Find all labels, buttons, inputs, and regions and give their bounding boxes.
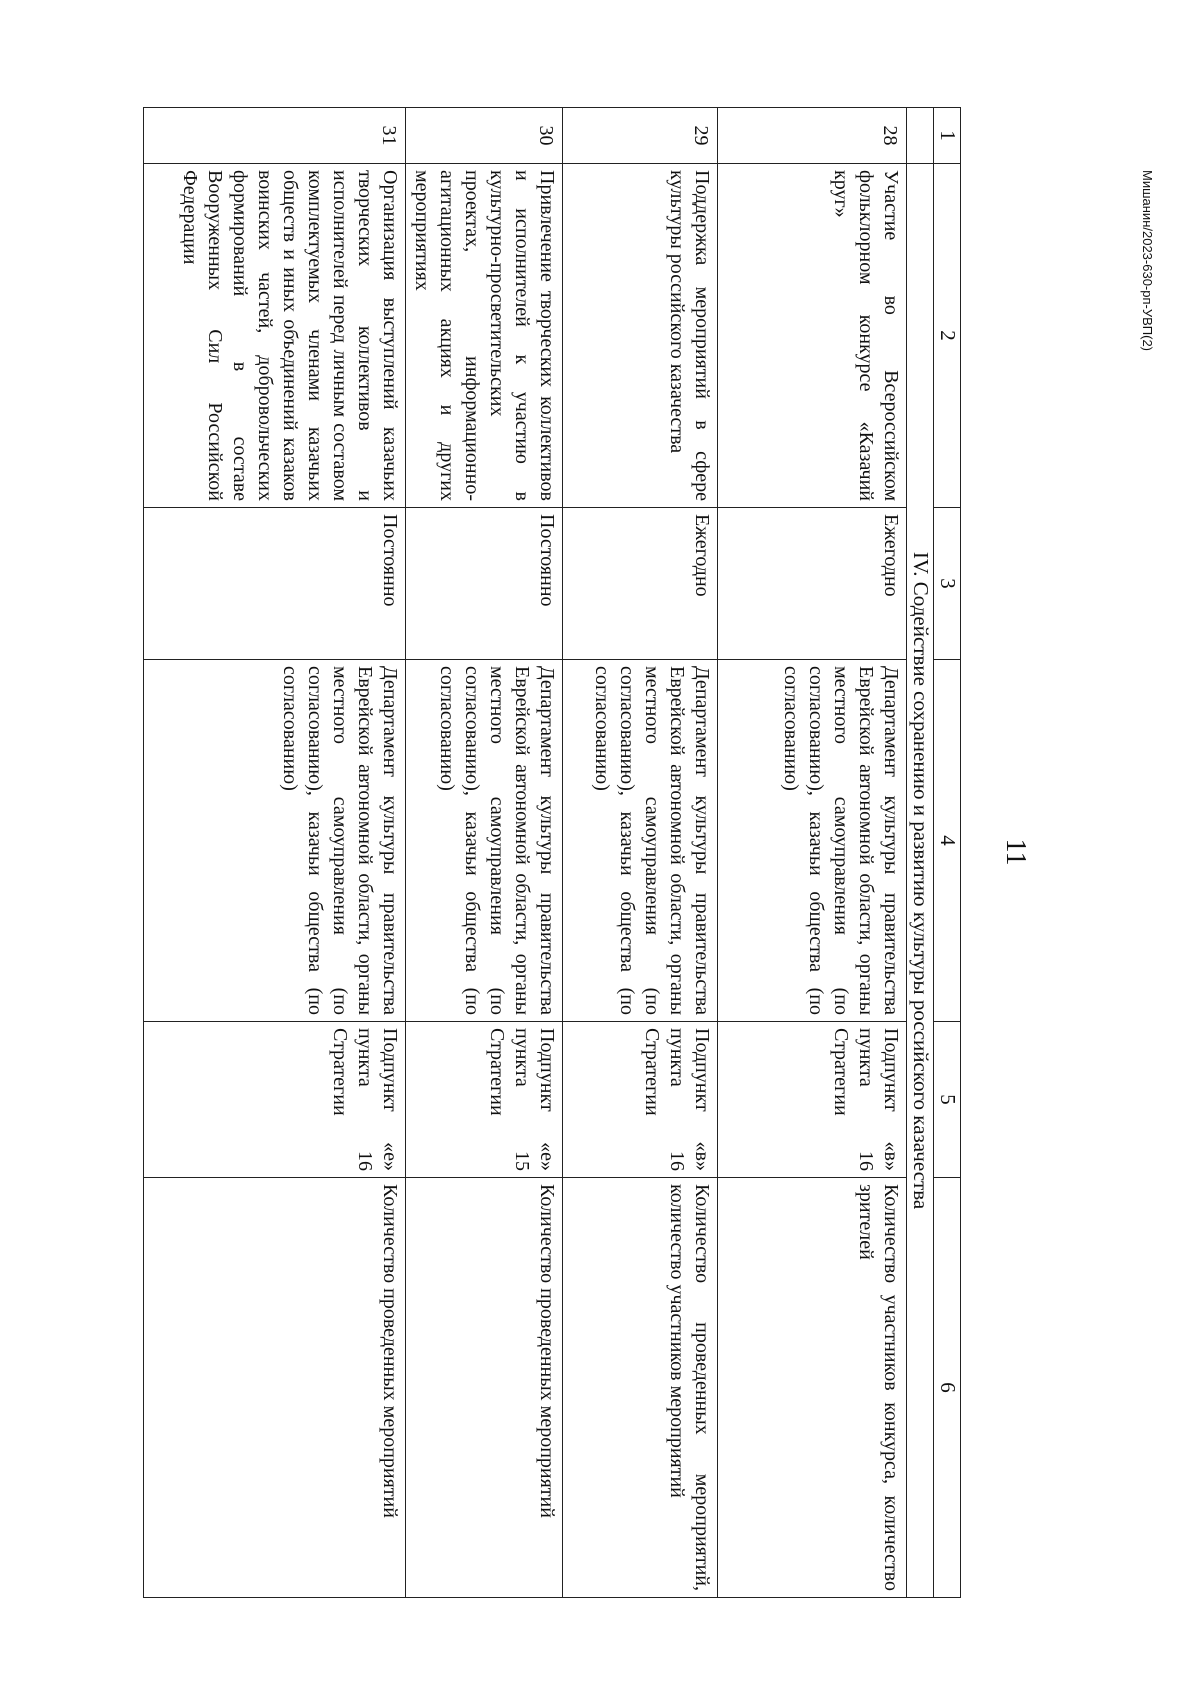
indicator-cell: Количество проведенных мероприятий xyxy=(406,1178,563,1598)
table-row xyxy=(563,108,718,1598)
document-id: Мишанин/2023-630-рп-УВП(2) xyxy=(1140,170,1155,352)
table-row xyxy=(718,108,907,1598)
table-row xyxy=(144,108,406,1598)
column-header: 2 xyxy=(934,164,961,508)
section-spacer xyxy=(907,108,934,164)
row-number: 28 xyxy=(718,108,907,164)
indicator-cell: Количество проведенных мероприятий xyxy=(144,1178,406,1598)
executor-cell: Департамент культуры правительства Еврейской автономной области, органы местного самоуправления (по согласованию), казачьи общества (по согласованию) xyxy=(144,660,406,1022)
section-row xyxy=(907,108,934,1598)
basis-cell: Подпункт «е» пункта 15 Стратегии xyxy=(406,1022,563,1178)
plan-table xyxy=(143,107,961,1598)
column-header: 1 xyxy=(934,108,961,164)
executor-cell: Департамент культуры правительства Еврейской автономной области, органы местного самоуправления (по согласованию), казачьи общества (по согласованию) xyxy=(563,660,718,1022)
table-row xyxy=(406,108,563,1598)
section-title: IV. Содействие сохранению и развитию культуры российского казачества xyxy=(907,164,934,1598)
indicator-cell: Количество проведенных мероприятий, количество участников мероприятий xyxy=(563,1178,718,1598)
row-number: 29 xyxy=(563,108,718,164)
basis-cell: Подпункт «в» пункта 16 Стратегии xyxy=(718,1022,907,1178)
page-number: 11 xyxy=(1000,838,1031,866)
executor-cell: Департамент культуры правительства Еврейской автономной области, органы местного самоуправления (по согласованию), казачьи общества (по согласованию) xyxy=(718,660,907,1022)
period-cell: Постоянно xyxy=(144,508,406,660)
column-header: 5 xyxy=(934,1022,961,1178)
column-header: 3 xyxy=(934,508,961,660)
period-cell: Ежегодно xyxy=(718,508,907,660)
period-cell: Постоянно xyxy=(406,508,563,660)
activity-cell: Участие во Всероссийском фольклорном конкурсе «Казачий круг» xyxy=(718,164,907,508)
basis-cell: Подпункт «в» пункта 16 Стратегии xyxy=(563,1022,718,1178)
basis-cell: Подпункт «е» пункта 16 Стратегии xyxy=(144,1022,406,1178)
header-row xyxy=(934,108,961,1598)
rotated-page-content xyxy=(116,107,1031,1597)
column-header: 6 xyxy=(934,1178,961,1598)
column-header: 4 xyxy=(934,660,961,1022)
row-number: 30 xyxy=(406,108,563,164)
period-cell: Ежегодно xyxy=(563,508,718,660)
row-number: 31 xyxy=(144,108,406,164)
activity-cell: Организация выступлений казачьих творческих коллективов и исполнителей перед личным составом комплектуемых членами казачьих обществ и иных объединений казаков воинских частей, добровольческих формирований в составе Вооруженных Сил Российской Федерации xyxy=(144,164,406,508)
activity-cell: Привлечение творческих коллективов и исполнителей к участию в культурно-просветительских проектах, информационно-агитационных акциях и других мероприятиях xyxy=(406,164,563,508)
indicator-cell: Количество участников конкурса, количество зрителей xyxy=(718,1178,907,1598)
executor-cell: Департамент культуры правительства Еврейской автономной области, органы местного самоуправления (по согласованию), казачьи общества (по согласованию) xyxy=(406,660,563,1022)
activity-cell: Поддержка мероприятий в сфере культуры российского казачества xyxy=(563,164,718,508)
